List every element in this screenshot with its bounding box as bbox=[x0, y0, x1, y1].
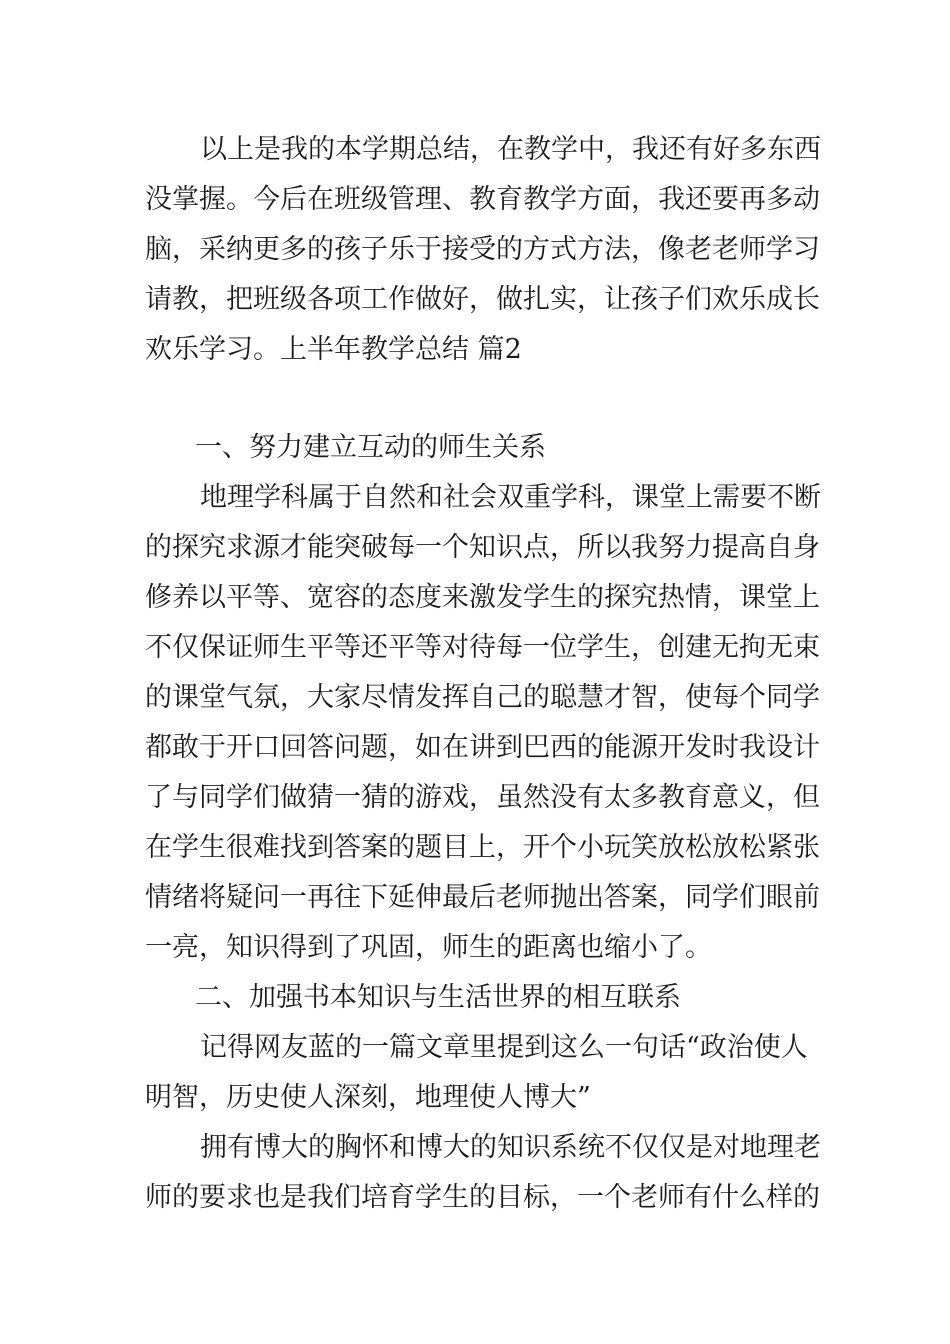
text-line: 没掌握。今后在班级管理、教育教学方面，我还要再多动 bbox=[145, 184, 820, 215]
text-line: 在学生很难找到答案的题目上，开个小玩笑放松放松紧张 bbox=[145, 832, 820, 863]
text-line: 脑，采纳更多的孩子乐于接受的方式方法，像老老师学习 bbox=[145, 234, 820, 265]
text-line: 记得网友蓝的一篇文章里提到这么一句话“政治使人 bbox=[200, 1032, 808, 1063]
text-line: 一亮，知识得到了巩固，师生的距离也缩小了。 bbox=[145, 932, 712, 963]
text-line: 了与同学们做猜一猜的游戏，虽然没有太多教育意义，但 bbox=[145, 782, 820, 813]
text-line: 修养以平等、宽容的态度来激发学生的探究热情，课堂上 bbox=[145, 582, 820, 613]
text-line: 请教，把班级各项工作做好，做扎实，让孩子们欢乐成长 bbox=[145, 284, 820, 315]
text-line: 都敢于开口回答问题，如在讲到巴西的能源开发时我设计 bbox=[145, 732, 820, 763]
text-line: 欢乐学习。上半年教学总结 篇2 bbox=[145, 334, 522, 365]
text-line: 不仅保证师生平等还平等对待每一位学生，创建无拘无束 bbox=[145, 632, 820, 663]
text-line: 地理学科属于自然和社会双重学科，课堂上需要不断 bbox=[200, 482, 821, 513]
text-line: 拥有博大的胸怀和博大的知识系统不仅仅是对地理老 bbox=[200, 1132, 821, 1163]
text-line: 师的要求也是我们培育学生的目标，一个老师有什么样的 bbox=[145, 1182, 820, 1213]
text-line: 的课堂气氛，大家尽情发挥自己的聪慧才智，使每个同学 bbox=[145, 682, 820, 713]
text-line: 以上是我的本学期总结，在教学中，我还有好多东西 bbox=[200, 134, 821, 165]
text-line: 明智，历史使人深刻，地理使人博大” bbox=[145, 1082, 591, 1113]
section-heading: 一、努力建立互动的师生关系 bbox=[195, 432, 546, 463]
text-line: 的探究求源才能突破每一个知识点，所以我努力提高自身 bbox=[145, 532, 820, 563]
section-heading: 二、加强书本知识与生活世界的相互联系 bbox=[195, 982, 681, 1013]
text-line: 情绪将疑问一再往下延伸最后老师抛出答案，同学们眼前 bbox=[145, 882, 820, 913]
